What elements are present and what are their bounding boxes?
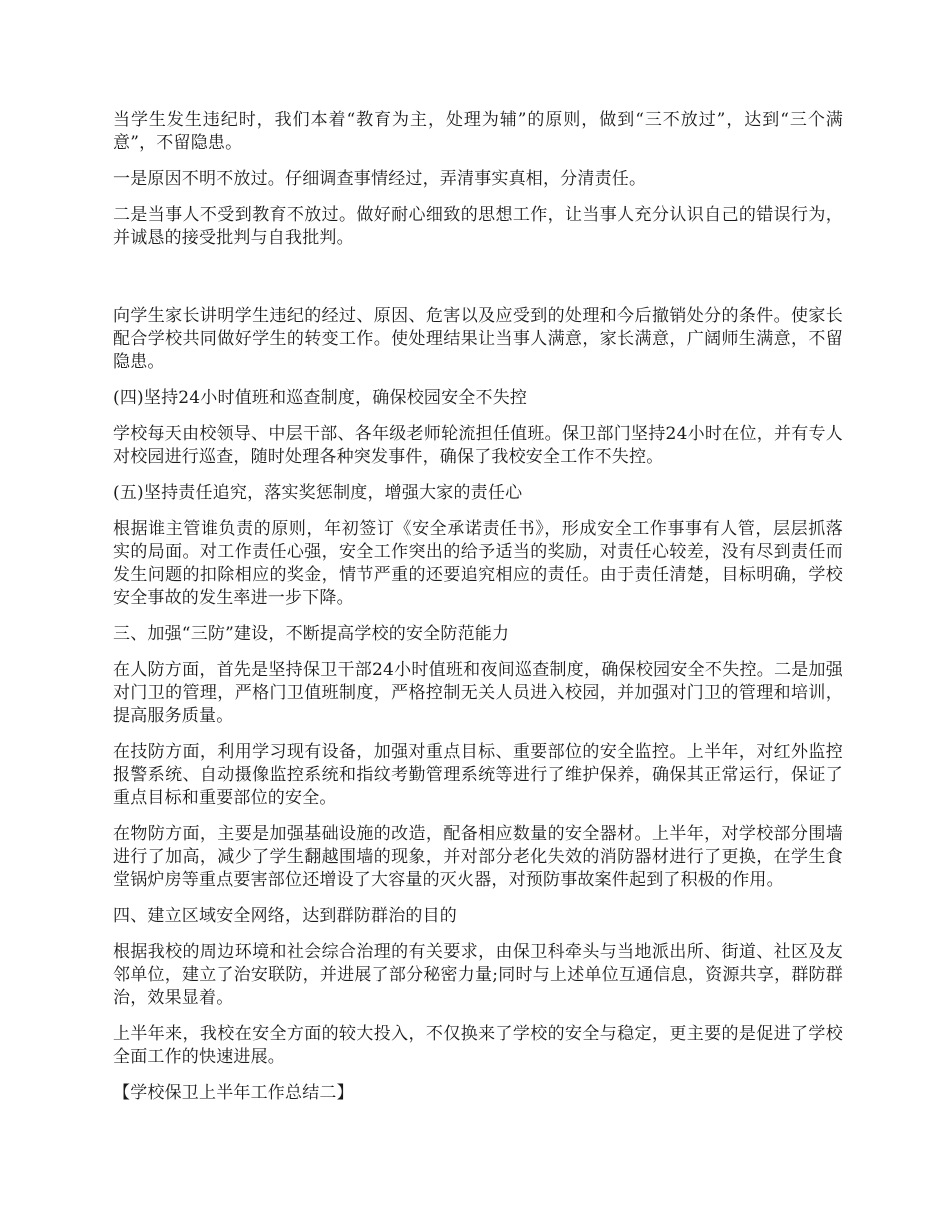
heading-accountability: (五)坚持责任追究，落实奖惩制度，增强大家的责任心 bbox=[113, 483, 523, 503]
heading-duty-patrol: (四)坚持24小时值班和巡查制度，确保校园安全不失控 bbox=[113, 388, 528, 408]
paragraph-cause-unclear: 一是原因不明不放过。仔细调查事情经过，弄清事实真相，分清责任。 bbox=[113, 169, 647, 189]
paragraph-technical-defense: 在技防方面，利用学习现有设备，加强对重点目标、重要部位的安全监控。上半年，对红外监控报警系统、自动摄像监控系统和指纹考勤管理系统等进行了维护保养，确保其正常运行，保证了重点目标和重要部位的安全。 bbox=[113, 742, 843, 808]
heading-three-defenses: 三、加强“三防”建设，不断提高学校的安全防范能力 bbox=[113, 624, 510, 644]
paragraph-party-uneducated: 二是当事人不受到教育不放过。做好耐心细致的思想工作，让当事人充分认识自己的错误行为，并诚恳的接受批判与自我批判。 bbox=[113, 205, 843, 248]
paragraph-duty-patrol: 学校每天由校领导、中层干部、各年级老师轮流担任值班。保卫部门坚持24小时在位，并有专人对校园进行巡查，随时处理各种突发事件，确保了我校安全工作不失控。 bbox=[113, 424, 843, 467]
document-body bbox=[113, 109, 843, 1118]
heading-regional-network: 四、建立区域安全网络，达到群防群治的目的 bbox=[113, 906, 457, 926]
paragraph-inform-parents: 向学生家长讲明学生违纪的经过、原因、危害以及应受到的处理和今后撤销处分的条件。使家长配合学校共同做好学生的转变工作。使处理结果让当事人满意，家长满意，广阔师生满意，不留隐患。 bbox=[113, 306, 843, 372]
paragraph-physical-defense: 在物防方面，主要是加强基础设施的改造，配备相应数量的安全器材。上半年，对学校部分围墙进行了加高，减少了学生翻越围墙的现象，并对部分老化失效的消防器材进行了更换，在学生食堂锅炉房等重点要害部位还增设了大容量的灭火器，对预防事故案件起到了积极的作用。 bbox=[113, 824, 843, 890]
paragraph-regional-network: 根据我校的周边环境和社会综合治理的有关要求，由保卫科牵头与当地派出所、街道、社区及友邻单位，建立了治安联防，并进展了部分秘密力量;同时与上述单位互通信息，资源共享，群防群治，效果显着。 bbox=[113, 942, 843, 1008]
paragraph-violation-principle: 当学生发生违纪时，我们本着“教育为主，处理为辅”的原则，做到“三不放过”，达到“三个满意”，不留隐患。 bbox=[113, 110, 843, 153]
paragraph-accountability: 根据谁主管谁负责的原则，年初签订《安全承诺责任书》，形成安全工作事事有人管，层层抓落实的局面。对工作责任心强，安全工作突出的给予适当的奖励，对责任心较差，没有尽到责任而发生问题的扣除相应的奖金，情节严重的还要追究相应的责任。由于责任清楚，目标明确，学校安全事故的发生率进一步下降。 bbox=[113, 519, 843, 608]
section-title-summary-two: 【学校保卫上半年工作总结二】 bbox=[113, 1083, 354, 1103]
paragraph-human-defense: 在人防方面，首先是坚持保卫干部24小时值班和夜间巡查制度，确保校园安全不失控。二是加强对门卫的管理，严格门卫值班制度，严格控制无关人员进入校园，并加强对门卫的管理和培训，提高服务质量。 bbox=[113, 660, 843, 726]
paragraph-conclusion: 上半年来，我校在安全方面的较大投入，不仅换来了学校的安全与稳定，更主要的是促进了学校全面工作的快速进展。 bbox=[113, 1024, 843, 1067]
